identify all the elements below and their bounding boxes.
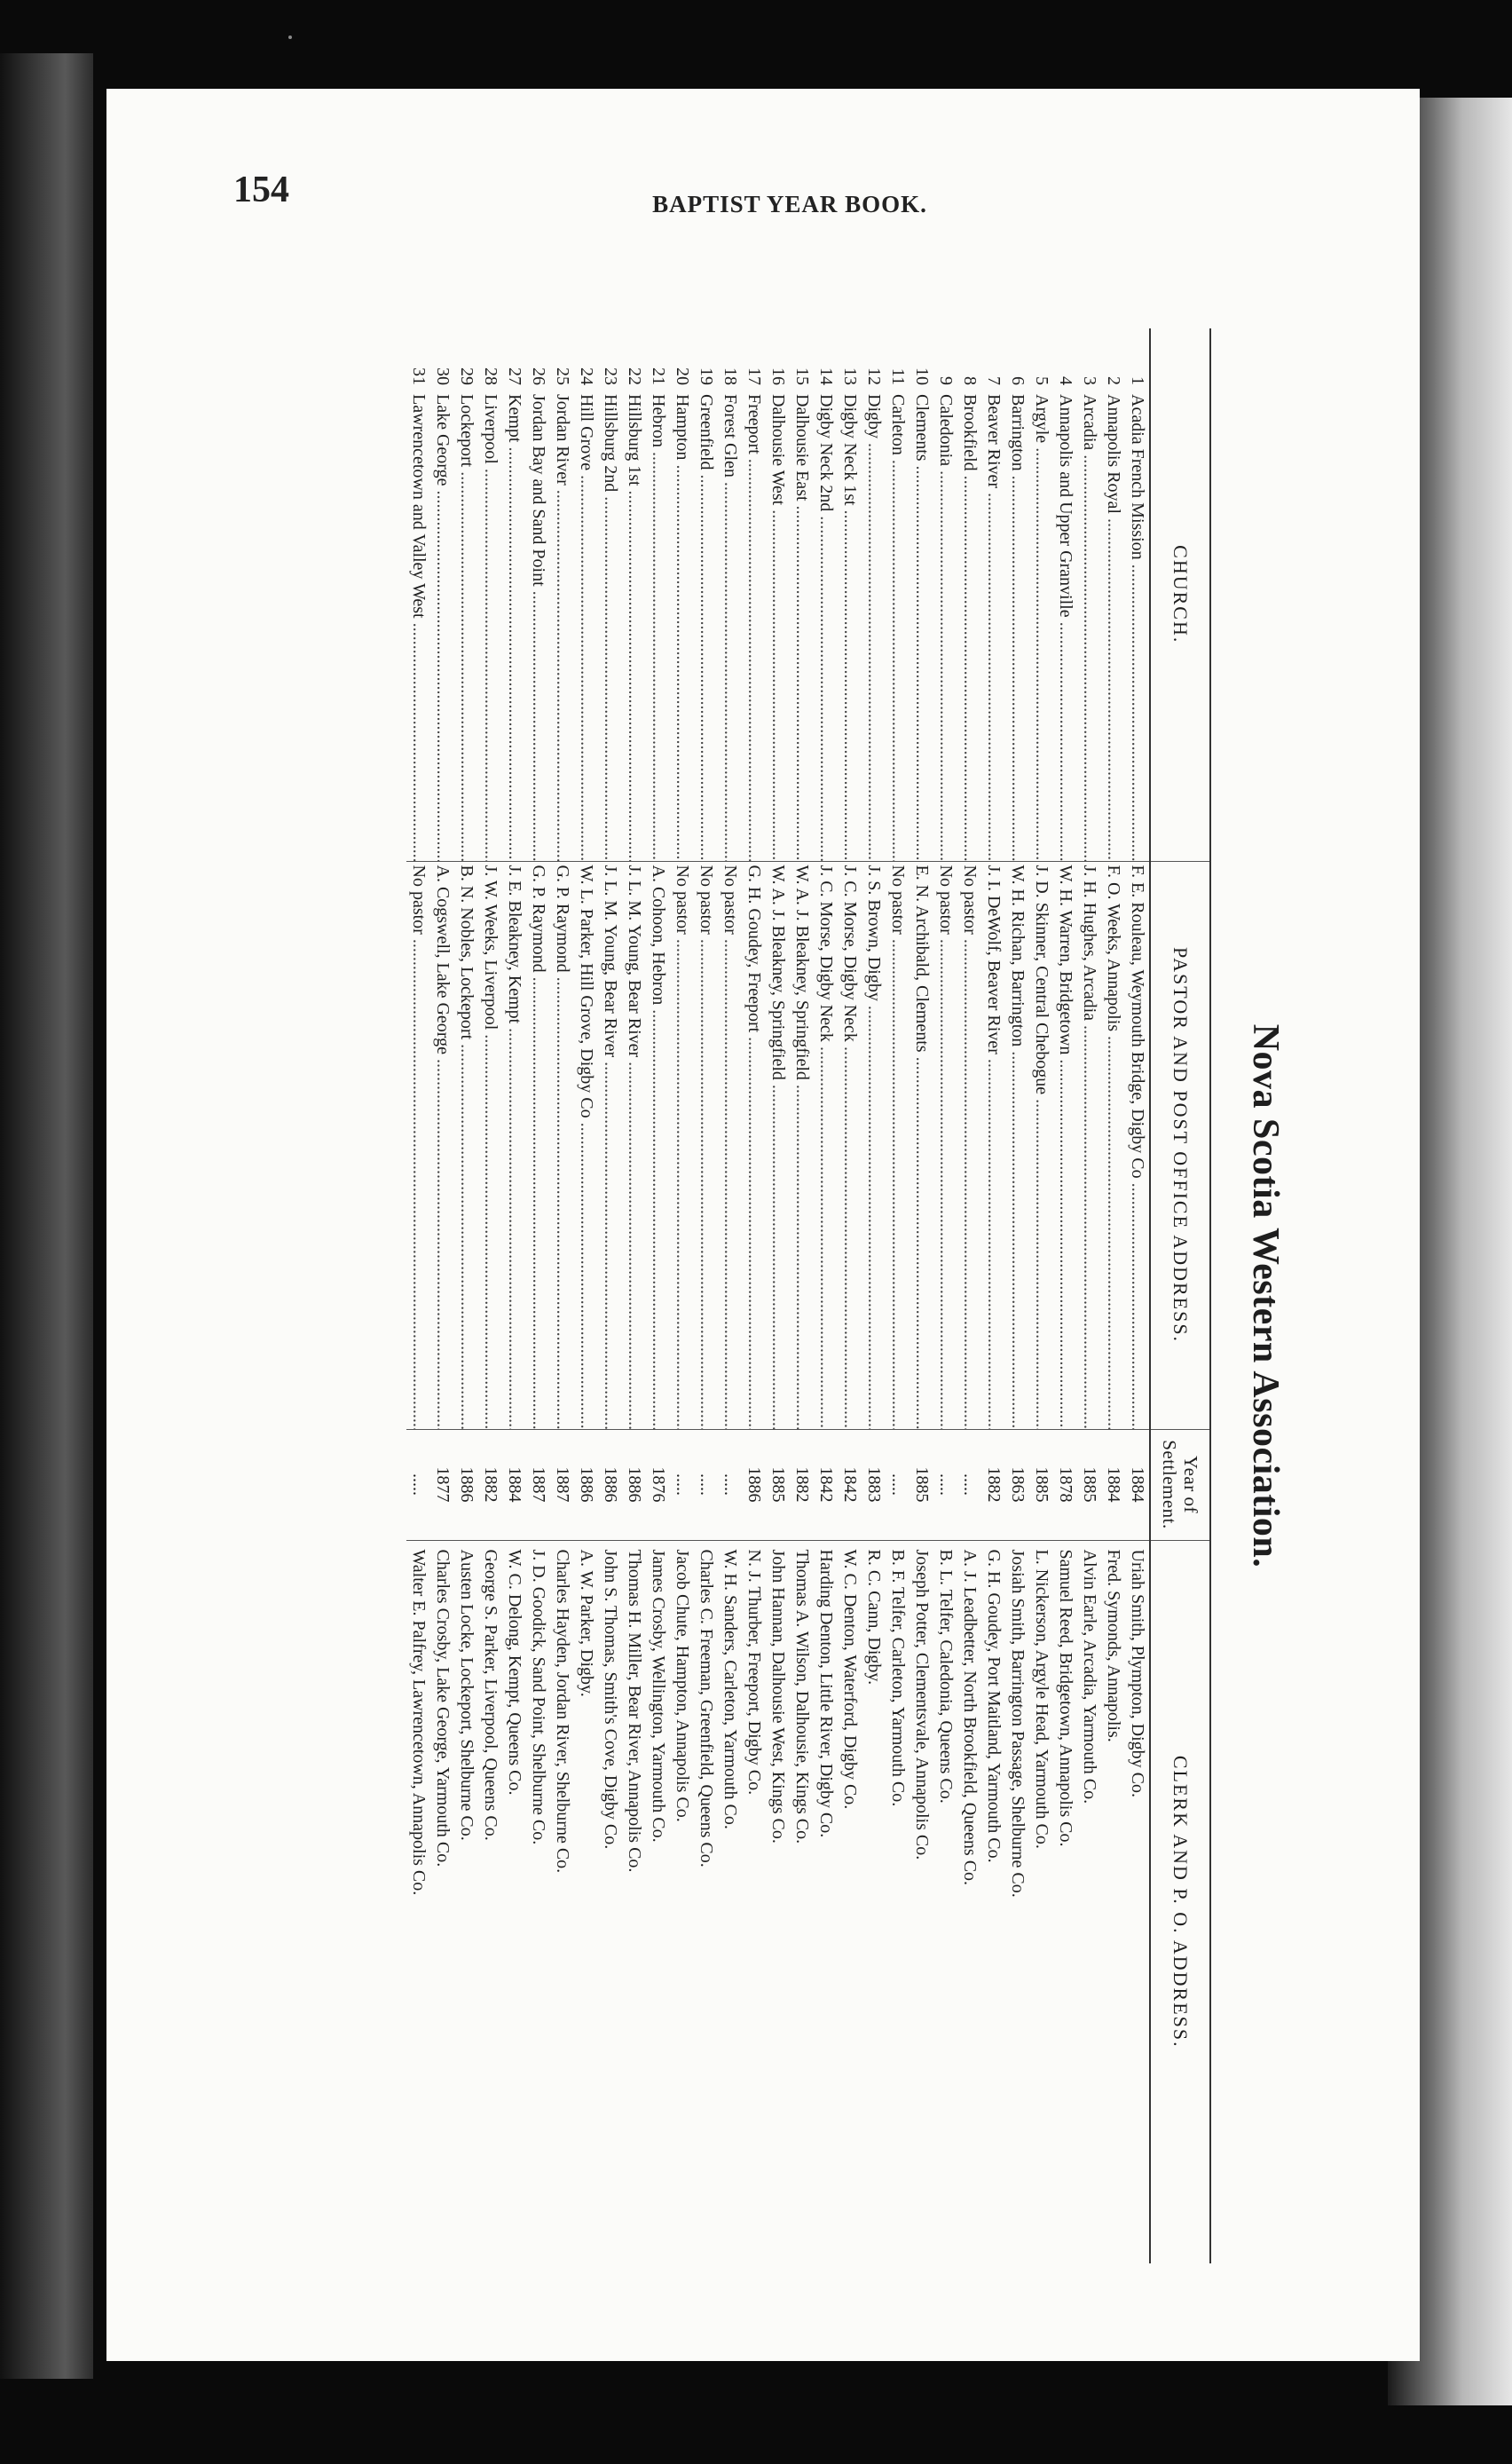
pastor-address: J. C. Morse, Digby Neck ..... — [814, 861, 838, 1429]
row-number: 26 — [529, 367, 548, 385]
pastor-address: G. H. Goudey, Freeport ..... — [742, 861, 766, 1429]
row-number: 9 — [936, 376, 956, 385]
row-number: 20 — [673, 367, 692, 385]
pastor-address: No pastor ..... — [957, 861, 981, 1429]
row-number: 2 — [1104, 376, 1123, 385]
pastor-address: F. O. Weeks, Annapolis ..... — [1101, 861, 1125, 1429]
page-number: 154 — [233, 170, 289, 210]
table-row — [886, 328, 910, 2263]
pastor-address: W. A. J. Bleakney, Springfield ..... — [766, 861, 790, 1429]
pastor-address: No pastor ..... — [933, 861, 957, 1429]
settlement-year: 1876 — [646, 1429, 670, 1540]
row-number: 29 — [457, 367, 476, 385]
church-name: Lake George ..... — [430, 391, 454, 861]
book-edge-left — [0, 53, 93, 2379]
church-name: Digby Neck 1st ..... — [838, 391, 862, 861]
church-name: Digby ..... — [862, 391, 886, 861]
clerk-address: Walter E. Palfrey, Lawrencetown, Annapolis Co. — [406, 1540, 430, 2263]
table-row — [933, 328, 957, 2263]
specks — [288, 36, 292, 39]
settlement-year: 1884 — [1101, 1429, 1125, 1540]
table-row — [910, 328, 933, 2263]
table-row — [1077, 328, 1101, 2263]
clerk-address: Uriah Smith, Plympton, Digby Co. — [1125, 1540, 1150, 2263]
settlement-year: 1882 — [478, 1429, 502, 1540]
row-number: 13 — [840, 367, 860, 385]
row-number: 18 — [721, 367, 740, 385]
row-number: 22 — [625, 367, 644, 385]
pastor-address: J. D. Skinner, Central Chebogue ..... — [1029, 861, 1053, 1429]
row-number: 17 — [744, 367, 764, 385]
church-name: Barrington ..... — [1005, 391, 1029, 861]
pastor-address: J. H. Hughes, Arcadia ..... — [1077, 861, 1101, 1429]
pastor-address: W. L. Parker, Hill Grove, Digby Co ..... — [574, 861, 598, 1429]
row-number: 3 — [1080, 376, 1099, 385]
table-header-row — [1150, 328, 1210, 2263]
pastor-address: G. P. Raymond ..... — [526, 861, 550, 1429]
settlement-year: 1885 — [1029, 1429, 1053, 1540]
church-name: Lawrencetown and Valley West ..... — [406, 391, 430, 861]
settlement-year: ..... — [933, 1429, 957, 1540]
church-name: Liverpool ..... — [478, 391, 502, 861]
table-row — [550, 328, 574, 2263]
row-number: 21 — [649, 367, 668, 385]
pastor-address: No pastor ..... — [694, 861, 718, 1429]
pastor-address: W. H. Richan, Barrington ..... — [1005, 861, 1029, 1429]
row-number: 15 — [792, 367, 812, 385]
pastor-address: W. H. Warren, Bridgetown ..... — [1053, 861, 1077, 1429]
church-name: Greenfield ..... — [694, 391, 718, 861]
table-row — [670, 328, 694, 2263]
church-name: Hampton ..... — [670, 391, 694, 861]
church-name: Kempt ..... — [502, 391, 526, 861]
pastor-address: No pastor ..... — [886, 861, 910, 1429]
row-number: 27 — [505, 367, 524, 385]
pastor-address: E. N. Archibald, Clements ..... — [910, 861, 933, 1429]
church-name: Lockeport ..... — [454, 391, 478, 861]
clerk-address: N. J. Thurber, Freeport, Digby Co. — [742, 1540, 766, 2263]
church-name: Annapolis and Upper Granville ..... — [1053, 391, 1077, 861]
rotated-table-block — [409, 328, 1287, 2263]
table-row — [430, 328, 454, 2263]
pastor-address: B. N. Nobles, Lockeport ..... — [454, 861, 478, 1429]
table-row — [981, 328, 1005, 2263]
settlement-year: 1887 — [550, 1429, 574, 1540]
clerk-address: Alvin Earle, Arcadia, Yarmouth Co. — [1077, 1540, 1101, 2263]
clerk-address: B. F. Telfer, Carleton, Yarmouth Co. — [886, 1540, 910, 2263]
row-number: 12 — [864, 367, 884, 385]
table-row — [766, 328, 790, 2263]
church-name: Brookfield ..... — [957, 391, 981, 861]
church-name: Clements ..... — [910, 391, 933, 861]
church-name: Hillsburg 1st ..... — [622, 391, 646, 861]
row-number: 6 — [1008, 376, 1028, 385]
settlement-year: 1885 — [1077, 1429, 1101, 1540]
clerk-address: L. Nickerson, Argyle Head, Yarmouth Co. — [1029, 1540, 1053, 2263]
settlement-year: 1884 — [1125, 1429, 1150, 1540]
header-pastor: PASTOR AND POST OFFICE ADDRESS. — [1150, 861, 1210, 1429]
church-name: Forest Glen ..... — [718, 391, 742, 861]
church-name: Argyle ..... — [1029, 391, 1053, 861]
table-row — [622, 328, 646, 2263]
clerk-address: Charles Crosby, Lake George, Yarmouth Co. — [430, 1540, 454, 2263]
row-number: 14 — [816, 367, 836, 385]
row-number: 16 — [768, 367, 788, 385]
table-row — [957, 328, 981, 2263]
church-name: Caledonia ..... — [933, 391, 957, 861]
church-name: Jordan Bay and Sand Point ..... — [526, 391, 550, 861]
table-row — [694, 328, 718, 2263]
row-number: 24 — [577, 367, 596, 385]
clerk-address: Josiah Smith, Barrington Passage, Shelburne Co. — [1005, 1540, 1029, 2263]
row-number: 28 — [481, 367, 500, 385]
settlement-year: 1884 — [502, 1429, 526, 1540]
row-number: 25 — [553, 367, 572, 385]
clerk-address: John Hannan, Dalhousie West, Kings Co. — [766, 1540, 790, 2263]
header-year-line1: Year of — [1180, 1456, 1201, 1513]
running-head: BAPTIST YEAR BOOK. — [652, 191, 927, 217]
table-row — [526, 328, 550, 2263]
church-name: Hill Grove ..... — [574, 391, 598, 861]
clerk-address: George S. Parker, Liverpool, Queens Co. — [478, 1540, 502, 2263]
clerk-address: J. D. Goodick, Sand Point, Shelburne Co. — [526, 1540, 550, 2263]
settlement-year: ..... — [886, 1429, 910, 1540]
row-number: 4 — [1056, 376, 1075, 385]
pastor-address: G. P. Raymond ..... — [550, 861, 574, 1429]
pastor-address: J. L. M. Young, Bear River ..... — [622, 861, 646, 1429]
clerk-address: James Crosby, Wellington, Yarmouth Co. — [646, 1540, 670, 2263]
settlement-year: 1863 — [1005, 1429, 1029, 1540]
pastor-address: J. W. Weeks, Liverpool ..... — [478, 861, 502, 1429]
table-row — [838, 328, 862, 2263]
settlement-year: 1882 — [790, 1429, 814, 1540]
table-row — [1029, 328, 1053, 2263]
pastor-address: W. A. J. Bleakney, Springfield ..... — [790, 861, 814, 1429]
row-number: 30 — [433, 367, 453, 385]
table-row — [742, 328, 766, 2263]
table-row — [1005, 328, 1029, 2263]
table-row — [862, 328, 886, 2263]
clerk-address: Thomas A. Wilson, Dalhousie, Kings Co. — [790, 1540, 814, 2263]
clerk-address: A. W. Parker, Digby. — [574, 1540, 598, 2263]
settlement-year: ..... — [406, 1429, 430, 1540]
association-title: Nova Scotia Western Association. — [1245, 1023, 1286, 1568]
settlement-year: 1886 — [622, 1429, 646, 1540]
table-row — [814, 328, 838, 2263]
header-clerk: CLERK AND P. O. ADDRESS. — [1150, 1540, 1210, 2263]
header-church: CHURCH. — [1150, 328, 1210, 861]
settlement-year: 1842 — [838, 1429, 862, 1540]
settlement-year: ..... — [718, 1429, 742, 1540]
pastor-address: J. L. M. Young, Bear River ..... — [598, 861, 622, 1429]
church-name: Dalhousie East ..... — [790, 391, 814, 861]
clerk-address: Harding Denton, Little River, Digby Co. — [814, 1540, 838, 2263]
church-name: Carleton ..... — [886, 391, 910, 861]
church-table — [406, 328, 1211, 2263]
table-row — [478, 328, 502, 2263]
row-number: 31 — [409, 367, 429, 385]
church-name: Beaver River ..... — [981, 391, 1005, 861]
clerk-address: W. H. Sanders, Carleton, Yarmouth Co. — [718, 1540, 742, 2263]
pastor-address: J. E. Bleakney, Kempt ..... — [502, 861, 526, 1429]
table-row — [1053, 328, 1077, 2263]
clerk-address: Fred. Symonds, Annapolis. — [1101, 1540, 1125, 2263]
clerk-address: Joseph Potter, Clementsvale, Annapolis Co. — [910, 1540, 933, 2263]
header-year-line2: Settlement. — [1159, 1440, 1180, 1529]
table-row — [1125, 328, 1150, 2263]
row-number: 1 — [1128, 376, 1147, 385]
pastor-address: A. Cogswell, Lake George ..... — [430, 861, 454, 1429]
row-number: 11 — [888, 367, 908, 385]
pastor-address: A. Cohoon, Hebron ..... — [646, 861, 670, 1429]
church-name: Freeport ..... — [742, 391, 766, 861]
clerk-address: W. C. Delong, Kempt, Queens Co. — [502, 1540, 526, 2263]
pastor-address: J. C. Morse, Digby Neck ..... — [838, 861, 862, 1429]
row-number: 8 — [960, 376, 980, 385]
clerk-address: A. J. Leadbetter, North Brookfield, Queens Co. — [957, 1540, 981, 2263]
settlement-year: 1886 — [454, 1429, 478, 1540]
settlement-year: 1887 — [526, 1429, 550, 1540]
clerk-address: Jacob Chute, Hampton, Annapolis Co. — [670, 1540, 694, 2263]
church-name: Acadia French Mission ..... — [1125, 391, 1150, 861]
table-body — [406, 328, 1150, 2263]
settlement-year: ..... — [957, 1429, 981, 1540]
row-number: 19 — [697, 367, 716, 385]
pastor-address: F. E. Rouleau, Weymouth Bridge, Digby Co ..... — [1125, 861, 1150, 1429]
row-number: 23 — [601, 367, 620, 385]
row-number: 7 — [984, 376, 1004, 385]
church-name: Jordan River ..... — [550, 391, 574, 861]
clerk-address: Austen Locke, Lockeport, Shelburne Co. — [454, 1540, 478, 2263]
table-row — [790, 328, 814, 2263]
clerk-address: Thomas H. Miller, Bear River, Annapolis Co. — [622, 1540, 646, 2263]
clerk-address: R. C. Cann, Digby. — [862, 1540, 886, 2263]
settlement-year: 1886 — [598, 1429, 622, 1540]
church-name: Digby Neck 2nd ..... — [814, 391, 838, 861]
settlement-year: 1886 — [742, 1429, 766, 1540]
header-year — [1150, 1429, 1210, 1540]
clerk-address: Charles Hayden, Jordan River, Shelburne Co. — [550, 1540, 574, 2263]
table-row — [502, 328, 526, 2263]
row-number: 10 — [912, 367, 932, 385]
settlement-year: ..... — [694, 1429, 718, 1540]
table-row — [646, 328, 670, 2263]
settlement-year: 1885 — [766, 1429, 790, 1540]
pastor-address: No pastor ..... — [406, 861, 430, 1429]
clerk-address: G. H. Goudey, Port Maitland, Yarmouth Co. — [981, 1540, 1005, 2263]
clerk-address: John S. Thomas, Smith's Cove, Digby Co. — [598, 1540, 622, 2263]
church-name: Hebron ..... — [646, 391, 670, 861]
pastor-address: J. S. Brown, Digby ..... — [862, 861, 886, 1429]
row-number: 5 — [1032, 376, 1051, 385]
clerk-address: Charles C. Freeman, Greenfield, Queens Co. — [694, 1540, 718, 2263]
table-row — [454, 328, 478, 2263]
clerk-address: Samuel Reed, Bridgetown, Annapolis Co. — [1053, 1540, 1077, 2263]
table-row — [574, 328, 598, 2263]
table-row — [406, 328, 430, 2263]
settlement-year: ..... — [670, 1429, 694, 1540]
settlement-year: 1877 — [430, 1429, 454, 1540]
table-row — [598, 328, 622, 2263]
pastor-address: No pastor ..... — [718, 861, 742, 1429]
church-name: Dalhousie West ..... — [766, 391, 790, 861]
settlement-year: 1882 — [981, 1429, 1005, 1540]
church-name: Arcadia ..... — [1077, 391, 1101, 861]
church-name: Annapolis Royal ..... — [1101, 391, 1125, 861]
pastor-address: No pastor ..... — [670, 861, 694, 1429]
table-row — [1101, 328, 1125, 2263]
settlement-year: 1885 — [910, 1429, 933, 1540]
pastor-address: J. I. DeWolf, Beaver River ..... — [981, 861, 1005, 1429]
settlement-year: 1883 — [862, 1429, 886, 1540]
settlement-year: 1842 — [814, 1429, 838, 1540]
clerk-address: W. C. Denton, Waterford, Digby Co. — [838, 1540, 862, 2263]
church-name: Hillsburg 2nd ..... — [598, 391, 622, 861]
clerk-address: B. L. Telfer, Caledonia, Queens Co. — [933, 1540, 957, 2263]
settlement-year: 1886 — [574, 1429, 598, 1540]
settlement-year: 1878 — [1053, 1429, 1077, 1540]
table-row — [718, 328, 742, 2263]
